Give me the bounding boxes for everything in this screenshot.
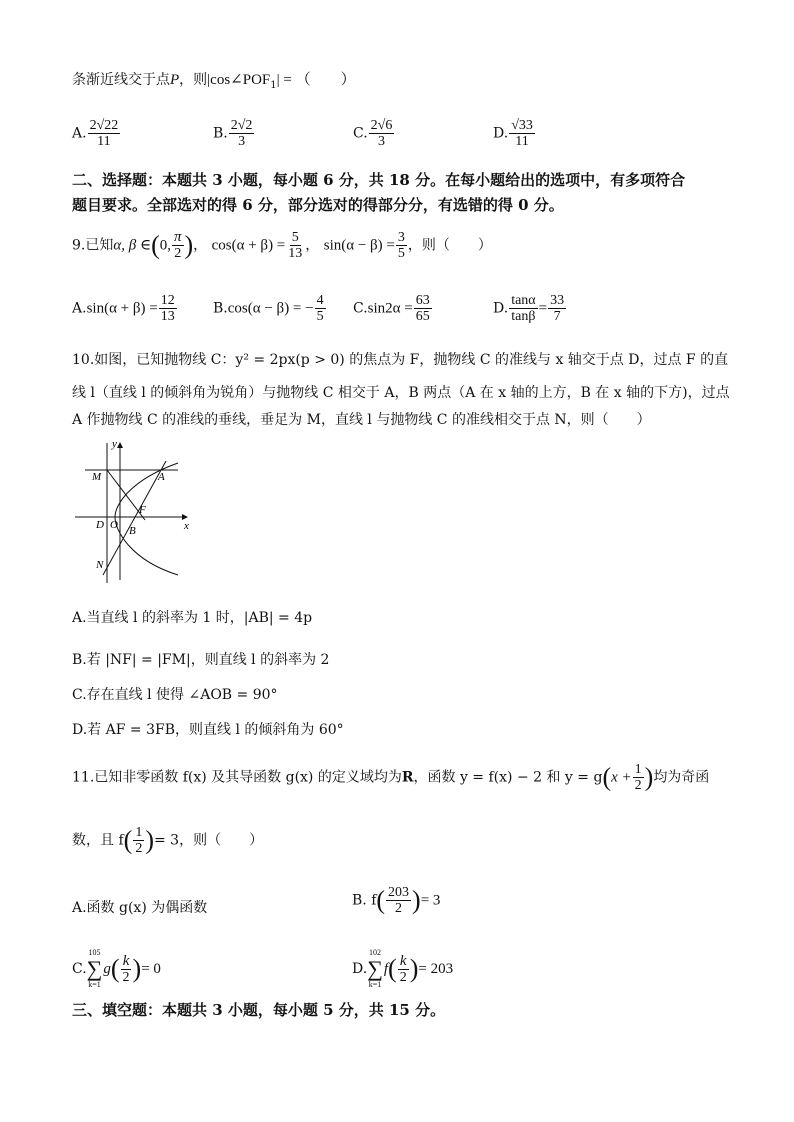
denominator: 2	[174, 246, 182, 261]
section-3-heading: 三、填空题：本题共 3 小题，每小题 5 分，共 15 分。	[72, 1001, 446, 1019]
right-paren: )	[409, 954, 419, 983]
label-B: B	[129, 525, 136, 537]
label-O: O	[110, 519, 118, 531]
denominator: 2	[395, 901, 403, 916]
label-F: F	[139, 504, 146, 516]
label-A: A	[158, 471, 165, 483]
option-label: D.	[493, 125, 509, 142]
fraction	[121, 954, 132, 985]
denominator: 2	[399, 969, 407, 985]
fraction	[315, 293, 326, 324]
numerator: √33	[511, 118, 533, 133]
numerator: 12	[160, 293, 175, 308]
q11-optB-b: = 3	[420, 892, 441, 909]
q9-optB-expr: cos(α − β) = −	[227, 300, 314, 317]
label-y: y	[112, 438, 117, 450]
q10-stem-line3: A 作抛物线 C 的准线的垂线，垂足为 M，直线 l 与抛物线 C 的准线相交于点 N，则（ ）	[72, 412, 651, 428]
q9-end: ，则（ ）	[407, 237, 492, 254]
fraction	[396, 230, 407, 261]
numerator: 5	[291, 230, 299, 245]
denominator: 3	[238, 134, 246, 149]
q11-optD-b: f	[383, 961, 389, 977]
numerator: 4	[316, 293, 324, 308]
q8-stem-tail	[72, 70, 356, 96]
q11-R: R	[401, 769, 414, 786]
numerator: k	[122, 952, 130, 969]
right-paren: )	[644, 762, 654, 792]
q10-stem-line1: 10.如图，已知抛物线 C：y² = 2px(p > 0) 的焦点为 F，抛物线 C 的准线与 x 轴交于点 D，过点 F 的直	[72, 352, 729, 368]
right-paren: )	[412, 885, 421, 915]
left-paren: (	[388, 954, 397, 983]
denominator: 2	[634, 778, 642, 793]
numerator: 33	[550, 293, 565, 308]
denominator: 11	[97, 134, 111, 149]
fraction	[633, 762, 644, 793]
denominator: 65	[415, 309, 430, 324]
label-x: x	[184, 520, 189, 532]
q10-stem-line2: 线 l（直线 l 的倾斜角为锐角）与抛物线 C 相交于 A，B 两点（A 在 x 轴的上方，B 在 x 轴的下方)，过点	[72, 385, 730, 401]
label-M: M	[92, 471, 102, 483]
q9-optA-expr: sin(α + β) =	[86, 300, 158, 317]
q11-optD-c: = 203	[418, 961, 454, 977]
fraction	[369, 118, 395, 149]
q11-option-d	[352, 948, 453, 990]
numerator: 203	[388, 885, 410, 900]
q11-text-a: 11.已知非零函数 f(x) 及其导函数 g(x) 的定义域均为	[72, 769, 402, 786]
fraction	[414, 293, 432, 324]
q11-text-d: 均为奇函	[653, 769, 710, 786]
q11-line2-b: = 3，则（ ）	[153, 832, 264, 849]
q9-stem: 9.已知α, β ∈(0, $\frac{\pi}{2}$ )， cos(α + β) = $\frac{5}{13}$ ， sin(α − β) = $\frac{3}{5}$ ，则（ ）	[72, 229, 492, 261]
numerator: 2√6	[370, 118, 393, 133]
q9-option-c: C.sin2α = $\frac{63}{65}$	[353, 293, 430, 324]
left-paren: (	[376, 885, 386, 915]
q11-option-c	[72, 948, 161, 990]
fraction	[386, 885, 411, 916]
q8-expr: |cos∠POF	[207, 72, 271, 88]
q9-optD-eq: =	[538, 300, 548, 317]
option-label: B.	[213, 125, 228, 142]
q10-option-d: D.若 AF = 3FB，则直线 l 的倾斜角为 60°	[72, 722, 344, 738]
q9-cos-expr: cos(α + β) =	[211, 237, 286, 254]
numerator: k	[399, 952, 407, 969]
denominator: 13	[160, 309, 175, 324]
denominator: 11	[515, 134, 529, 149]
fraction	[398, 954, 409, 985]
sum-symbol: 105 ∑ k=1	[86, 948, 103, 989]
y-axis-arrow	[117, 442, 123, 448]
q11-text-b: ，函数 y = f(x) − 2 和 y = g	[413, 769, 603, 786]
fraction	[286, 230, 304, 261]
q8-text-b: ，则	[179, 72, 208, 88]
q9-sin-expr: sin(α − β) =	[323, 237, 395, 254]
numerator: 2√22	[89, 118, 119, 133]
right-paren: )	[145, 825, 154, 855]
denominator: 2	[135, 841, 143, 856]
numerator: 2√2	[230, 118, 253, 133]
q9-option-b: B.cos(α − β) = − $\frac{4}{5}$	[213, 293, 324, 324]
numerator: 3	[397, 230, 405, 245]
q9-lead: 9.已知	[72, 237, 114, 254]
q9-option-d: D. $\frac{\tan\alpha}{\tan\beta}$ = $\frac{33}{7}$	[493, 293, 565, 324]
sum-lower: k=1	[88, 980, 101, 989]
denominator: 13	[288, 246, 303, 261]
left-paren: (	[602, 762, 612, 792]
q8-option-b	[213, 118, 255, 149]
section-2-heading-line1: 二、选择题：本题共 3 小题，每小题 6 分，共 18 分。在每小题给出的选项中，有多项符合	[72, 171, 686, 189]
parabola	[115, 463, 178, 575]
option-label: C.	[353, 125, 368, 142]
q8-sub: 1	[270, 79, 277, 91]
sum-lower: k=1	[368, 980, 382, 989]
sum-symbol: 102 ∑ k=1	[367, 948, 383, 989]
denominator: 5	[316, 309, 324, 324]
q10-figure	[70, 435, 200, 585]
numerator: 63	[415, 293, 430, 308]
q9-set: α, β ∈	[113, 237, 152, 254]
q11-stem-line2	[72, 825, 263, 856]
q8-option-c	[353, 118, 395, 149]
q8-option-d	[493, 118, 536, 149]
right-paren: )	[132, 954, 142, 983]
line-l	[103, 461, 166, 575]
q10-option-a: A.当直线 l 的斜率为 1 时，|AB| = 4p	[72, 610, 313, 626]
q11-optC-b: g	[103, 961, 111, 977]
fraction	[548, 293, 566, 324]
q11-optD-a: D.	[352, 961, 368, 977]
q10-option-b: B.若 |NF| = |FM|，则直线 l 的斜率为 2	[72, 652, 330, 668]
q10-option-c: C.存在直线 l 使得 ∠AOB = 90°	[72, 687, 278, 703]
q11-optC-c: = 0	[141, 961, 161, 977]
left-paren: (	[110, 954, 120, 983]
fraction	[229, 118, 255, 149]
denominator: tanβ	[511, 309, 536, 324]
q11-text-c: x +	[611, 769, 632, 786]
label-N: N	[96, 559, 104, 571]
q8-expr-end: | = （ ）	[276, 72, 356, 88]
left-paren: (	[151, 230, 160, 260]
q11-stem-line1	[72, 762, 709, 793]
numerator: 1	[634, 762, 642, 777]
q8-text: 条渐近线交于点	[72, 72, 170, 88]
label-D: D	[96, 519, 104, 531]
sum-upper: 105	[88, 948, 101, 957]
q8-var-p: P	[170, 72, 180, 88]
denominator: 3	[378, 134, 386, 149]
q9-interval-left: 0,	[159, 237, 171, 254]
q11-optC-a: C.	[72, 961, 87, 977]
fraction	[172, 230, 184, 261]
fraction	[88, 118, 121, 149]
sum-upper: 102	[369, 948, 382, 957]
fraction	[509, 293, 537, 324]
fraction	[133, 825, 144, 856]
option-label: A.	[72, 125, 87, 142]
q11-optB-a: B. f	[352, 892, 377, 909]
left-paren: (	[123, 825, 133, 855]
q8-option-a	[72, 118, 121, 149]
right-paren: )	[184, 230, 194, 260]
section-2-heading-line2: 题目要求。全部选对的得 6 分，部分选对的得部分分，有选错的得 0 分。	[72, 196, 564, 214]
q11-line2-a: 数，且 f	[72, 832, 124, 849]
fraction	[509, 118, 535, 149]
denominator: 5	[397, 246, 405, 261]
denominator: 7	[553, 309, 561, 324]
fraction	[159, 293, 177, 324]
q11-option-b	[352, 885, 440, 916]
q9-option-a: A.sin(α + β) = $\frac{12}{13}$	[72, 293, 175, 324]
q11-option-a: A.函数 g(x) 为偶函数	[72, 900, 208, 916]
q9-optC-expr: sin2α =	[367, 300, 413, 317]
numerator: tanα	[511, 293, 536, 308]
numerator: 1	[135, 825, 143, 840]
numerator: π	[173, 229, 182, 245]
denominator: 2	[122, 969, 130, 985]
